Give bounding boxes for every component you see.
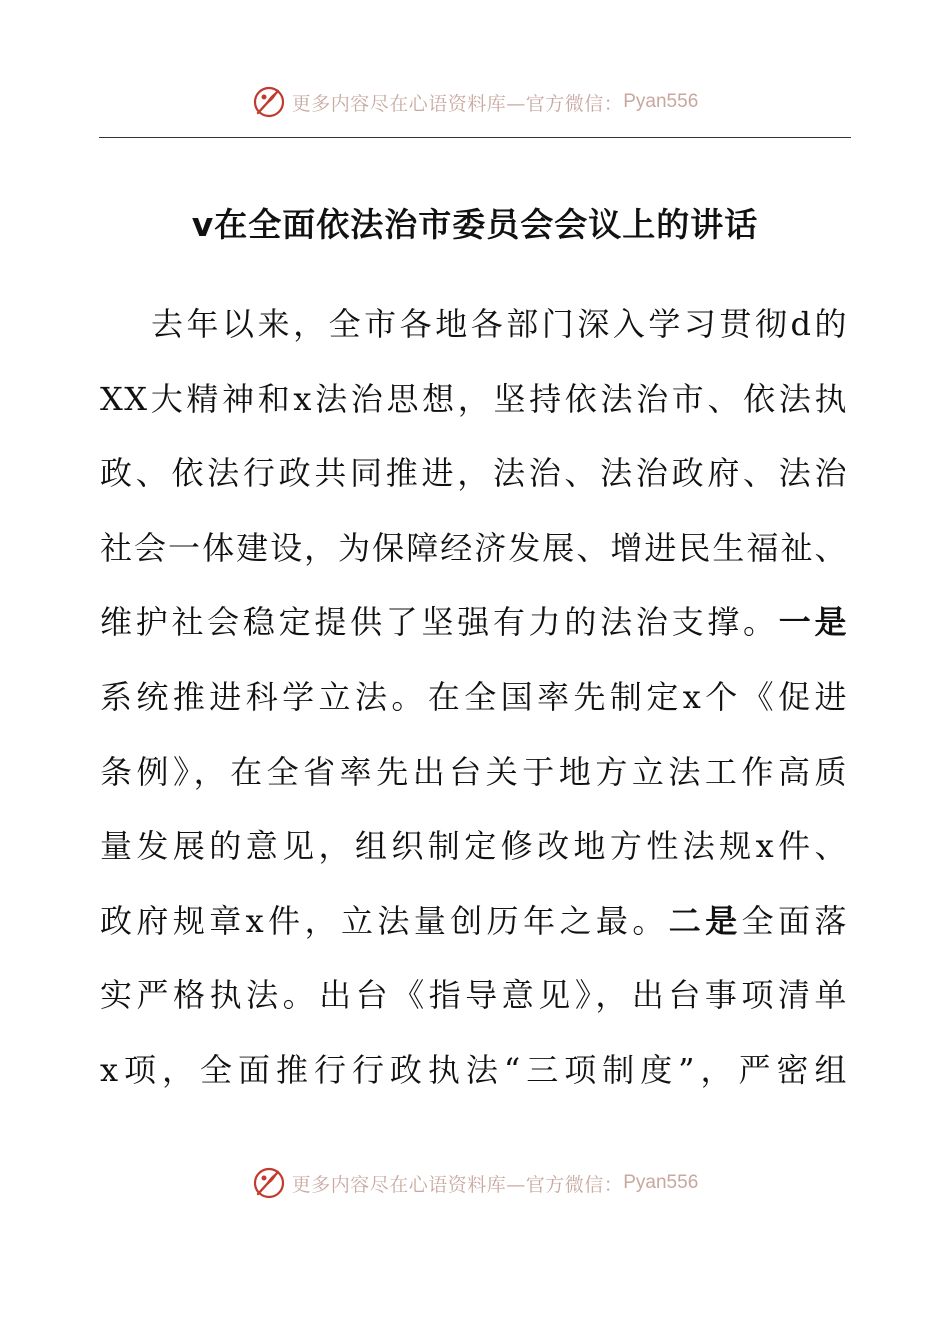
header-divider — [99, 137, 851, 138]
watermark-text: 更多内容尽在心语资料库—官方微信： — [291, 1173, 624, 1196]
body-text-run: 系统推进科学立法。在全国率先制定x个《促进 — [100, 677, 848, 716]
body-text-run: 维护社会稳定提供了坚强有力的法治支撑。 — [100, 603, 779, 642]
body-line — [100, 436, 848, 511]
body-line — [100, 809, 848, 884]
body-line — [100, 660, 848, 735]
body-text-run: 社会一体建设，为保障经济发展、增进民生福祉、 — [100, 528, 848, 567]
body-line — [100, 585, 848, 660]
body-line — [100, 362, 848, 437]
body-text-run: 政、依法行政共同推进，法治、法治政府、法治 — [100, 454, 848, 493]
document-body — [100, 287, 860, 1108]
body-line — [100, 735, 848, 810]
header-watermark — [0, 80, 950, 124]
body-text-run: XX大精神和x法治思想，坚持依法治市、依法执 — [100, 379, 848, 418]
watermark-text: 更多内容尽在心语资料库—官方微信： — [291, 92, 624, 115]
body-line — [100, 958, 848, 1033]
quill-logo-icon — [252, 1166, 286, 1200]
body-text-run: 全面落 — [741, 901, 848, 940]
quill-logo-icon — [252, 85, 286, 119]
footer-watermark — [0, 1161, 950, 1205]
body-text-run: x项，全面推行行政执法“三项制度”，严密组 — [100, 1050, 848, 1089]
body-text-run: 去年以来，全市各地各部门深入学习贯彻d的 — [151, 305, 848, 343]
body-text-run: 条例》，在全省率先出台关于地方立法工作高质 — [100, 752, 848, 791]
body-line — [100, 884, 848, 959]
body-line — [100, 511, 848, 586]
document-title: v在全面依法治市委员会会议上的讲话 — [191, 205, 759, 244]
body-text-run: 政府规章x件，立法量创历年之最。 — [100, 901, 669, 940]
body-line — [100, 287, 848, 362]
body-line — [100, 1033, 848, 1108]
body-text-run: 量发展的意见，组织制定修改地方性法规x件、 — [100, 827, 848, 866]
body-emphasis: 一是 — [778, 603, 848, 642]
watermark-wechat-id: Pyan556 — [623, 91, 699, 112]
watermark-wechat-id: Pyan556 — [623, 1172, 699, 1193]
body-emphasis: 二是 — [668, 901, 742, 940]
body-text-run: 实严格执法。出台《指导意见》，出台事项清单 — [100, 976, 848, 1015]
